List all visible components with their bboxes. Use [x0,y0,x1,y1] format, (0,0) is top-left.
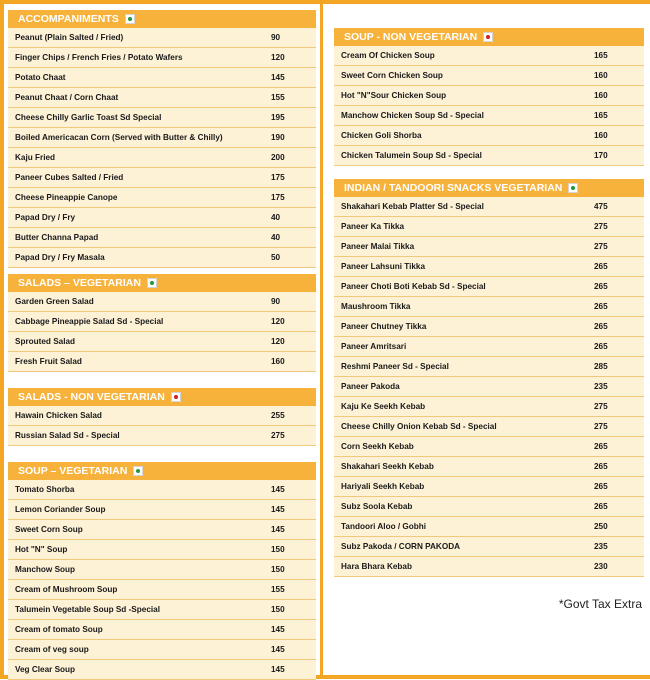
menu-item-row [334,557,644,577]
menu-item-price: 265 [594,442,608,451]
menu-item-name: Chicken Goli Shorba [341,131,422,140]
menu-item-price: 160 [594,131,608,140]
menu-item-row [8,332,316,352]
menu-item-name: Shakahari Kebab Platter Sd - Special [341,202,484,211]
menu-item-row [8,580,316,600]
menu-item-row [8,480,316,500]
menu-item-price: 265 [594,322,608,331]
menu-item-price: 255 [271,411,285,420]
menu-item-price: 275 [594,402,608,411]
menu-item-name: Paneer Ka Tikka [341,222,405,231]
menu-item-name: Paneer Pakoda [341,382,400,391]
menu-item-name: Papad Dry / Fry [15,213,76,222]
menu-item-price: 265 [594,282,608,291]
menu-item-price: 120 [271,53,285,62]
menu-item-name: Kaju Fried [15,153,56,162]
menu-item-name: Chicken Talumein Soup Sd - Special [341,151,482,160]
menu-item-name: Lemon Coriander Soup [15,505,106,514]
menu-item-price: 150 [271,605,285,614]
menu-item-price: 160 [271,357,285,366]
menu-item-row [334,146,644,166]
menu-item-row [334,237,644,257]
veg-marker-icon [125,14,135,24]
menu-item-name: Cream Of Chicken Soup [341,51,435,60]
nonveg-marker-icon [171,392,181,402]
section-soup-nonveg [334,28,644,166]
menu-item-row [334,457,644,477]
menu-item-row [334,337,644,357]
menu-item-name: Reshmi Paneer Sd - Special [341,362,449,371]
nonveg-marker-icon [483,32,493,42]
section-salads-veg [8,274,316,372]
menu-item-name: Russian Salad Sd - Special [15,431,120,440]
menu-item-row [8,520,316,540]
menu-item-name: Paneer Chutney Tikka [341,322,427,331]
menu-item-price: 160 [594,71,608,80]
section-title: ACCOMPANIMENTS [18,13,119,25]
menu-item-name: Shakahari Seekh Kebab [341,462,434,471]
menu-item-name: Sweet Corn Soup [15,525,83,534]
menu-item-name: Garden Green Salad [15,297,94,306]
menu-item-row [8,208,316,228]
menu-item-price: 165 [594,111,608,120]
section-accompaniments [8,10,316,268]
menu-item-name: Sweet Corn Chicken Soup [341,71,443,80]
menu-item-price: 40 [271,213,281,222]
menu-item-price: 275 [271,431,285,440]
section-header [8,10,316,28]
menu-item-name: Paneer Malai Tikka [341,242,415,251]
menu-item-name: Talumein Vegetable Soup Sd -Special [15,605,160,614]
menu-item-name: Hot "N" Soup [15,545,68,554]
menu-item-price: 175 [271,173,285,182]
menu-item-name: Subz Soola Kebab [341,502,413,511]
menu-list [8,480,316,680]
section-title: SALADS - NON VEGETARIAN [18,391,165,403]
veg-marker-icon [147,278,157,288]
menu-item-price: 250 [594,522,608,531]
menu-item-name: Paneer Cubes Salted / Fried [15,173,124,182]
menu-item-name: Maushroom Tikka [341,302,411,311]
menu-item-row [334,317,644,337]
menu-item-price: 265 [594,302,608,311]
menu-item-price: 265 [594,342,608,351]
column-divider [320,0,323,679]
menu-item-row [8,600,316,620]
menu-list [8,292,316,372]
menu-item-row [334,66,644,86]
menu-item-name: Corn Seekh Kebab [341,442,414,451]
menu-item-name: Cream of veg soup [15,645,89,654]
section-title: SOUP – VEGETARIAN [18,465,128,477]
menu-item-row [8,168,316,188]
menu-item-row [8,88,316,108]
section-salads-nonveg [8,388,316,446]
section-header [334,28,644,46]
menu-item-price: 265 [594,462,608,471]
menu-item-price: 475 [594,202,608,211]
menu-item-row [334,357,644,377]
menu-item-name: Sprouted Salad [15,337,76,346]
menu-item-name: Fresh Fruit Salad [15,357,82,366]
menu-item-row [8,560,316,580]
menu-list [8,28,316,268]
menu-item-row [8,228,316,248]
menu-item-row [8,28,316,48]
menu-item-price: 150 [271,545,285,554]
menu-item-price: 145 [271,525,285,534]
menu-item-name: Tomato Shorba [15,485,75,494]
section-soup-veg [8,462,316,680]
menu-item-price: 265 [594,262,608,271]
menu-item-price: 90 [271,33,281,42]
menu-item-price: 50 [271,253,281,262]
menu-item-row [334,217,644,237]
menu-item-name: Paneer Amritsari [341,342,407,351]
menu-item-row [334,517,644,537]
menu-item-price: 275 [594,242,608,251]
menu-item-name: Veg Clear Soup [15,665,76,674]
menu-item-name: Tandoori Aloo / Gobhi [341,522,427,531]
menu-item-row [8,148,316,168]
menu-item-price: 160 [594,91,608,100]
menu-item-row [8,108,316,128]
menu-item-price: 170 [594,151,608,160]
menu-item-name: Paneer Lahsuni Tikka [341,262,426,271]
menu-item-name: Kaju Ke Seekh Kebab [341,402,426,411]
menu-item-price: 230 [594,562,608,571]
menu-item-name: Hawain Chicken Salad [15,411,102,420]
menu-item-price: 150 [271,565,285,574]
menu-item-row [8,292,316,312]
menu-item-name: Boiled Americacan Corn (Served with Butter & Chilly) [15,133,223,142]
section-indian-tandoori [334,179,644,577]
menu-item-row [8,620,316,640]
menu-item-name: Hot "N"Sour Chicken Soup [341,91,447,100]
menu-item-price: 190 [271,133,285,142]
menu-item-row [8,540,316,560]
menu-item-price: 145 [271,645,285,654]
menu-list [8,406,316,446]
menu-item-price: 90 [271,297,281,306]
menu-item-row [8,426,316,446]
section-header [8,274,316,292]
menu-item-row [8,640,316,660]
menu-item-name: Peanut (Plain Salted / Fried) [15,33,124,42]
menu-item-price: 155 [271,585,285,594]
menu-item-price: 145 [271,665,285,674]
menu-item-price: 235 [594,382,608,391]
menu-list [334,197,644,577]
menu-item-row [334,437,644,457]
menu-item-price: 275 [594,422,608,431]
section-title: SALADS – VEGETARIAN [18,277,141,289]
menu-item-price: 145 [271,505,285,514]
menu-item-row [8,68,316,88]
menu-item-row [8,352,316,372]
menu-item-name: Cheese Chilly Onion Kebab Sd - Special [341,422,497,431]
menu-item-name: Manchow Chicken Soup Sd - Special [341,111,484,120]
menu-item-row [8,312,316,332]
section-header [8,462,316,480]
menu-item-price: 155 [271,93,285,102]
menu-item-price: 40 [271,233,281,242]
menu-item-name: Paneer Choti Boti Kebab Sd - Special [341,282,486,291]
left-border [0,0,4,679]
section-header [8,388,316,406]
menu-item-name: Peanut Chaat / Corn Chaat [15,93,119,102]
menu-item-name: Cream of tomato Soup [15,625,103,634]
menu-item-name: Cream of Mushroom Soup [15,585,118,594]
menu-item-price: 285 [594,362,608,371]
menu-item-row [334,46,644,66]
menu-item-row [334,297,644,317]
menu-item-row [334,257,644,277]
menu-item-name: Cheese Pineappie Canope [15,193,118,202]
menu-item-price: 265 [594,502,608,511]
menu-item-row [334,106,644,126]
tax-note: *Govt Tax Extra [558,597,642,611]
top-border [0,0,650,4]
menu-item-price: 145 [271,485,285,494]
menu-item-row [334,197,644,217]
menu-item-row [334,477,644,497]
menu-item-price: 235 [594,542,608,551]
menu-item-name: Papad Dry / Fry Masala [15,253,105,262]
menu-item-row [334,497,644,517]
menu-item-row [334,537,644,557]
menu-item-price: 195 [271,113,285,122]
section-title: INDIAN / TANDOORI SNACKS VEGETARIAN [344,182,563,194]
veg-marker-icon [568,183,578,193]
menu-item-name: Potato Chaat [15,73,66,82]
section-header [334,179,644,197]
menu-item-name: Cheese Chilly Garlic Toast Sd Special [15,113,162,122]
menu-item-price: 120 [271,317,285,326]
menu-item-row [8,48,316,68]
menu-item-row [8,500,316,520]
menu-item-row [334,277,644,297]
menu-item-name: Manchow Soup [15,565,76,574]
menu-item-name: Hara Bhara Kebab [341,562,412,571]
menu-item-price: 265 [594,482,608,491]
menu-item-price: 175 [271,193,285,202]
menu-item-row [334,126,644,146]
menu-item-price: 145 [271,625,285,634]
menu-item-row [334,377,644,397]
menu-item-price: 200 [271,153,285,162]
menu-item-name: Cabbage Pineappie Salad Sd - Special [15,317,164,326]
menu-item-price: 275 [594,222,608,231]
menu-item-row [334,397,644,417]
menu-item-name: Butter Channa Papad [15,233,99,242]
menu-item-row [334,86,644,106]
menu-item-price: 145 [271,73,285,82]
menu-item-row [8,660,316,680]
menu-item-row [8,188,316,208]
menu-item-name: Finger Chips / French Fries / Potato Wafers [15,53,183,62]
menu-list [334,46,644,166]
menu-item-price: 120 [271,337,285,346]
menu-item-row [8,406,316,426]
menu-item-row [334,417,644,437]
menu-item-name: Subz Pakoda / CORN PAKODA [341,542,461,551]
menu-item-row [8,248,316,268]
section-title: SOUP - NON VEGETARIAN [344,31,478,43]
menu-item-row [8,128,316,148]
menu-item-price: 165 [594,51,608,60]
menu-item-name: Hariyali Seekh Kebab [341,482,425,491]
veg-marker-icon [133,466,143,476]
